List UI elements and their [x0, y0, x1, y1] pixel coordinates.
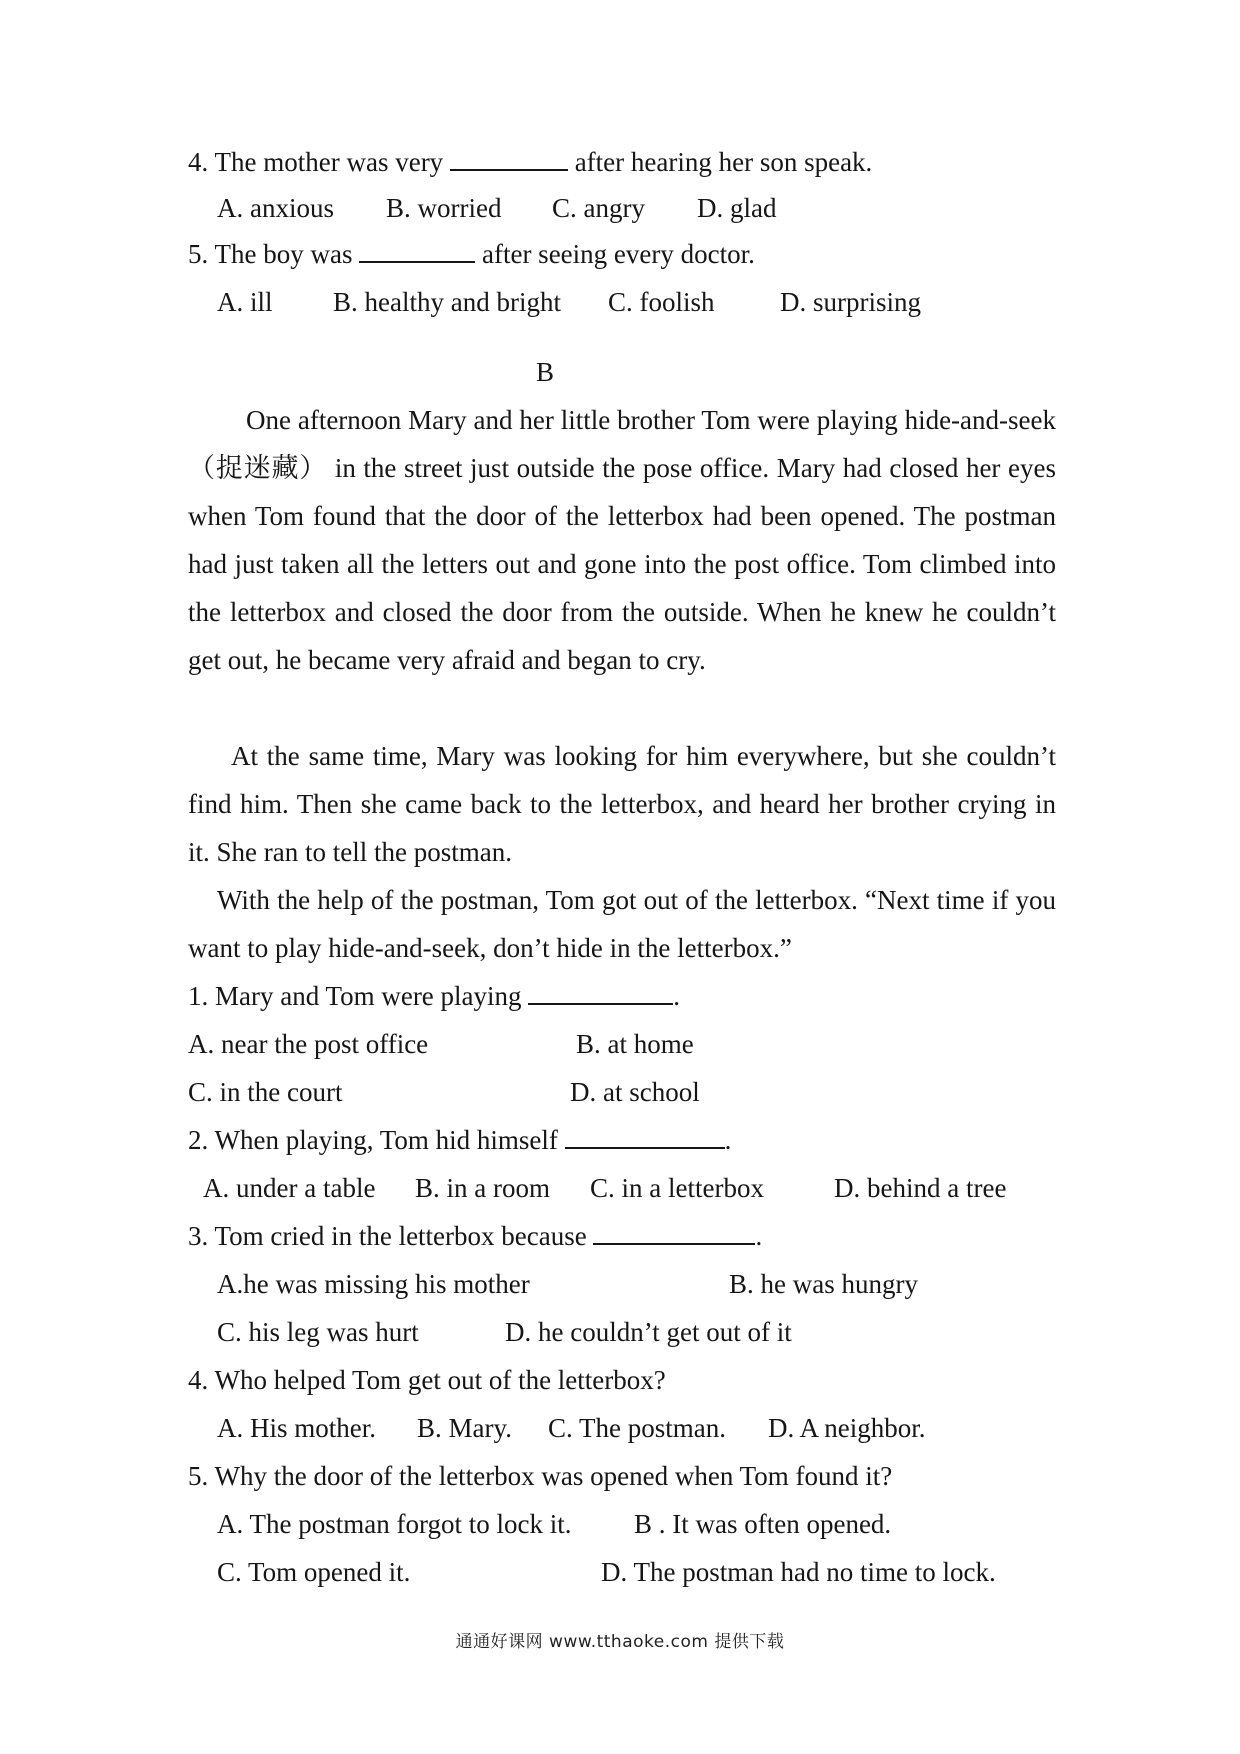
section-heading: B — [536, 357, 555, 387]
answer-blank — [565, 1123, 725, 1149]
question-b1-stem — [188, 978, 680, 1014]
question-stem-text: 5. The boy was — [188, 239, 353, 269]
question-b2-stem — [188, 1122, 731, 1158]
question-stem-text: after hearing her son speak. — [574, 147, 873, 177]
option-c: C. The postman. — [548, 1413, 726, 1443]
option-b: B. worried — [386, 193, 502, 223]
option-a: A.he was missing his mother — [217, 1269, 530, 1299]
question-stem-text: . — [724, 1125, 732, 1155]
question-stem-text: . — [673, 981, 681, 1011]
option-b: B . It was often opened. — [634, 1509, 892, 1539]
question-stem-text: 3. Tom cried in the letterbox because — [188, 1221, 587, 1251]
answer-blank — [528, 979, 673, 1005]
question-b4-stem: 4. Who helped Tom get out of the letterbox? — [188, 1365, 666, 1395]
option-b: B. at home — [576, 1029, 694, 1059]
question-a4-stem — [188, 144, 872, 180]
option-d: D. at school — [570, 1077, 700, 1107]
passage-paragraph-3: With the help of the postman, Tom got out of the letterbox. “Next time if you want to play hide-and-seek, don’t hide in the letterbox.” — [188, 885, 1056, 963]
question-stem-text: 2. When playing, Tom hid himself — [188, 1125, 558, 1155]
option-b: B. Mary. — [417, 1413, 512, 1443]
question-stem-text: 1. Mary and Tom were playing — [188, 981, 522, 1011]
option-b: B. in a room — [415, 1173, 550, 1203]
option-d: D. he couldn’t get out of it — [505, 1317, 792, 1347]
option-d: D. A neighbor. — [768, 1413, 926, 1443]
passage-paragraph-2: At the same time, Mary was looking for him everywhere, but she couldn’t find him. Then she came back to the letterbox, and heard her brother crying in it. She ran to tell the postman. — [188, 741, 1056, 867]
question-stem-text: after seeing every doctor. — [481, 239, 755, 269]
option-b: B. healthy and bright — [333, 287, 561, 317]
option-d: D. glad — [697, 193, 777, 223]
question-stem-text: . — [755, 1221, 763, 1251]
option-b: B. he was hungry — [729, 1269, 918, 1299]
option-d: D. surprising — [780, 287, 921, 317]
option-c: C. in a letterbox — [590, 1173, 764, 1203]
option-c: C. angry — [552, 193, 645, 223]
question-b5-stem: 5. Why the door of the letterbox was opened when Tom found it? — [188, 1461, 893, 1491]
answer-blank — [359, 237, 475, 263]
answer-blank — [593, 1219, 755, 1245]
option-a: A. The postman forgot to lock it. — [217, 1509, 572, 1539]
question-b3-stem — [188, 1218, 762, 1254]
option-a: A. His mother. — [217, 1413, 376, 1443]
option-c: C. in the court — [188, 1077, 343, 1107]
option-a: A. under a table — [203, 1173, 376, 1203]
option-c: C. foolish — [608, 287, 715, 317]
page-footer: 通通好课网 www.tthaoke.com 提供下载 — [455, 1632, 785, 1652]
passage-paragraph-1: One afternoon Mary and her little brother Tom were playing hide-and-seek（捉迷藏） in the street just outside the pose office. Mary had closed her eyes when Tom found that the door of the letterbox had been opened. The postman had just taken all the letters out and gone into the post office. Tom climbed into the letterbox and closed the door from the outside. When he knew he couldn’t get out, he became very afraid and began to cry. — [188, 405, 1056, 675]
question-stem-text: 4. The mother was very — [188, 147, 444, 177]
question-a5-stem — [188, 236, 755, 272]
answer-blank — [450, 145, 568, 171]
option-d: D. The postman had no time to lock. — [601, 1557, 996, 1587]
option-d: D. behind a tree — [834, 1173, 1007, 1203]
option-c: C. Tom opened it. — [217, 1557, 411, 1587]
option-a: A. ill — [217, 287, 273, 317]
option-a: A. anxious — [217, 193, 334, 223]
option-c: C. his leg was hurt — [217, 1317, 419, 1347]
option-a: A. near the post office — [188, 1029, 429, 1059]
